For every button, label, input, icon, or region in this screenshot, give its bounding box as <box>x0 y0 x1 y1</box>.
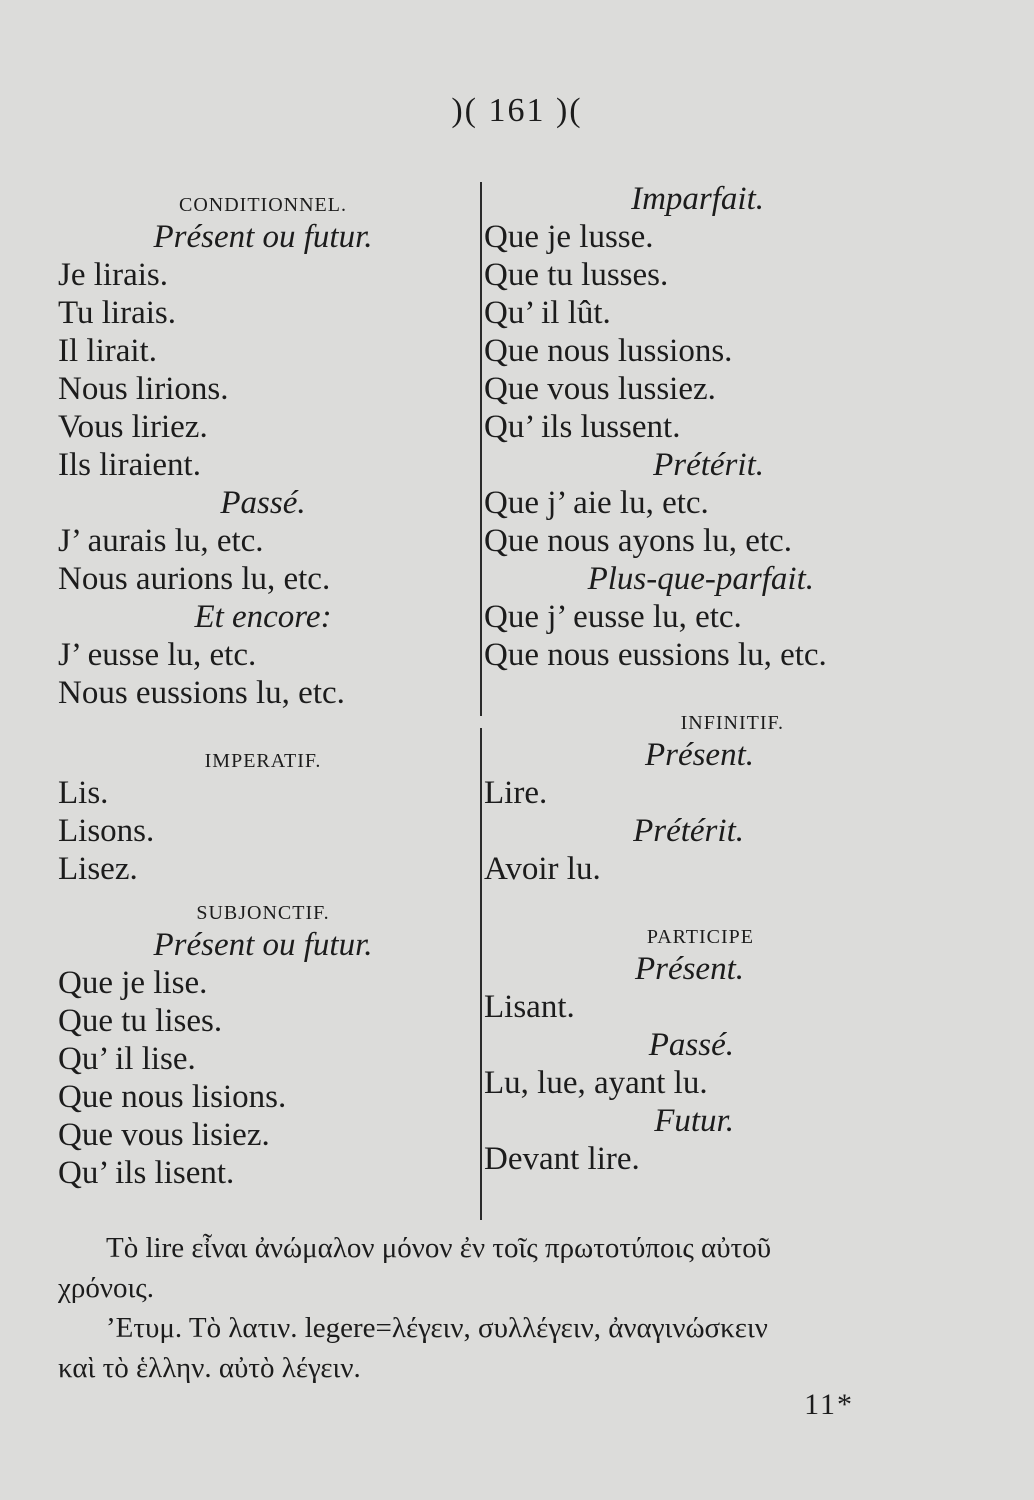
left-column <box>58 180 468 1192</box>
verb-form: Qu’ ils lussent. <box>484 409 681 445</box>
verb-form: J’ aurais lu, etc. <box>58 523 264 559</box>
verb-form: Que nous lussions. <box>484 333 733 369</box>
verb-form: Qu’ il lise. <box>58 1041 196 1077</box>
tense-plus-que-parfait: Plus-que-parfait. <box>587 561 814 597</box>
verb-form: Que j’ aie lu, etc. <box>484 485 709 521</box>
tense-et-encore: Et encore: <box>194 599 332 635</box>
tense-passe: Passé. <box>220 485 306 521</box>
tense-inf-preterit: Prétérit. <box>633 813 744 849</box>
right-column <box>484 180 884 1178</box>
greek-note-line: Τὸ lire εἶναι ἀνώμαλον μόνον ἐν τοῖς πρωτοτύποις αὐτοῦ <box>106 1232 772 1264</box>
verb-form: Que nous ayons lu, etc. <box>484 523 792 559</box>
verb-form: Lisant. <box>484 989 575 1025</box>
subjonctif-heading: SUBJONCTIF. <box>196 902 330 924</box>
verb-form: Lis. <box>58 775 109 811</box>
verb-form: Lu, lue, ayant lu. <box>484 1065 708 1101</box>
verb-form: Nous lirions. <box>58 371 229 407</box>
column-divider-top <box>480 182 482 716</box>
verb-form: Nous aurions lu, etc. <box>58 561 331 597</box>
imperatif-heading: IMPERATIF. <box>204 750 322 772</box>
verb-form: Que j’ eusse lu, etc. <box>484 599 742 635</box>
tense-present-futur: Présent ou futur. <box>153 219 373 255</box>
participe-heading: PARTICIPE <box>646 926 754 948</box>
verb-form: Devant lire. <box>484 1141 640 1177</box>
verb-form: Je lirais. <box>58 257 168 293</box>
verb-form: Nous eussions lu, etc. <box>58 675 345 711</box>
verb-form: J’ eusse lu, etc. <box>58 637 257 673</box>
page-number: )( 161 )( <box>451 92 583 129</box>
tense-part-passe: Passé. <box>648 1027 734 1063</box>
verb-form: Lisez. <box>58 851 138 887</box>
spacer <box>484 674 884 698</box>
infinitif-heading: INFINITIF. <box>680 712 784 734</box>
spacer <box>484 888 884 912</box>
verb-form: Que nous eussions lu, etc. <box>484 637 827 673</box>
verb-form: Que tu lusses. <box>484 257 669 293</box>
tense-subj-present-futur: Présent ou futur. <box>153 927 373 963</box>
column-divider-bottom <box>480 728 482 1220</box>
verb-form: Lire. <box>484 775 548 811</box>
verb-form: Tu lirais. <box>58 295 176 331</box>
tense-part-present: Présent. <box>634 951 744 987</box>
greek-note-line: χρόνοις. <box>58 1272 154 1304</box>
verb-form: Que je lusse. <box>484 219 654 255</box>
greek-note <box>58 1228 918 1388</box>
verb-form: Vous liriez. <box>58 409 208 445</box>
tense-part-futur: Futur. <box>654 1103 734 1139</box>
verb-form: Que vous lussiez. <box>484 371 716 407</box>
signature-mark: 11* <box>804 1388 854 1421</box>
verb-form: Avoir lu. <box>484 851 601 887</box>
verb-form: Que vous lisiez. <box>58 1117 270 1153</box>
verb-form: Qu’ il lût. <box>484 295 611 331</box>
tense-imparfait: Imparfait. <box>631 181 764 217</box>
tense-preterit: Prétérit. <box>653 447 764 483</box>
verb-form: Qu’ ils lisent. <box>58 1155 235 1191</box>
verb-form: Il lirait. <box>58 333 157 369</box>
verb-form: Que nous lisions. <box>58 1079 287 1115</box>
verb-form: Que je lise. <box>58 965 208 1001</box>
verb-form: Ils liraient. <box>58 447 201 483</box>
greek-note-line: καὶ τὸ ἑλλην. αὐτὸ λέγειν. <box>58 1352 361 1384</box>
tense-inf-present: Présent. <box>644 737 754 773</box>
conditionnel-heading: CONDITIONNEL. <box>179 194 347 216</box>
greek-note-line: ’Ετυμ. Τὸ λατιν. legere=λέγειν, συλλέγειν, ἀναγινώσκειν <box>106 1312 768 1344</box>
verb-form: Que tu lises. <box>58 1003 223 1039</box>
spacer <box>58 712 468 736</box>
verb-form: Lisons. <box>58 813 155 849</box>
